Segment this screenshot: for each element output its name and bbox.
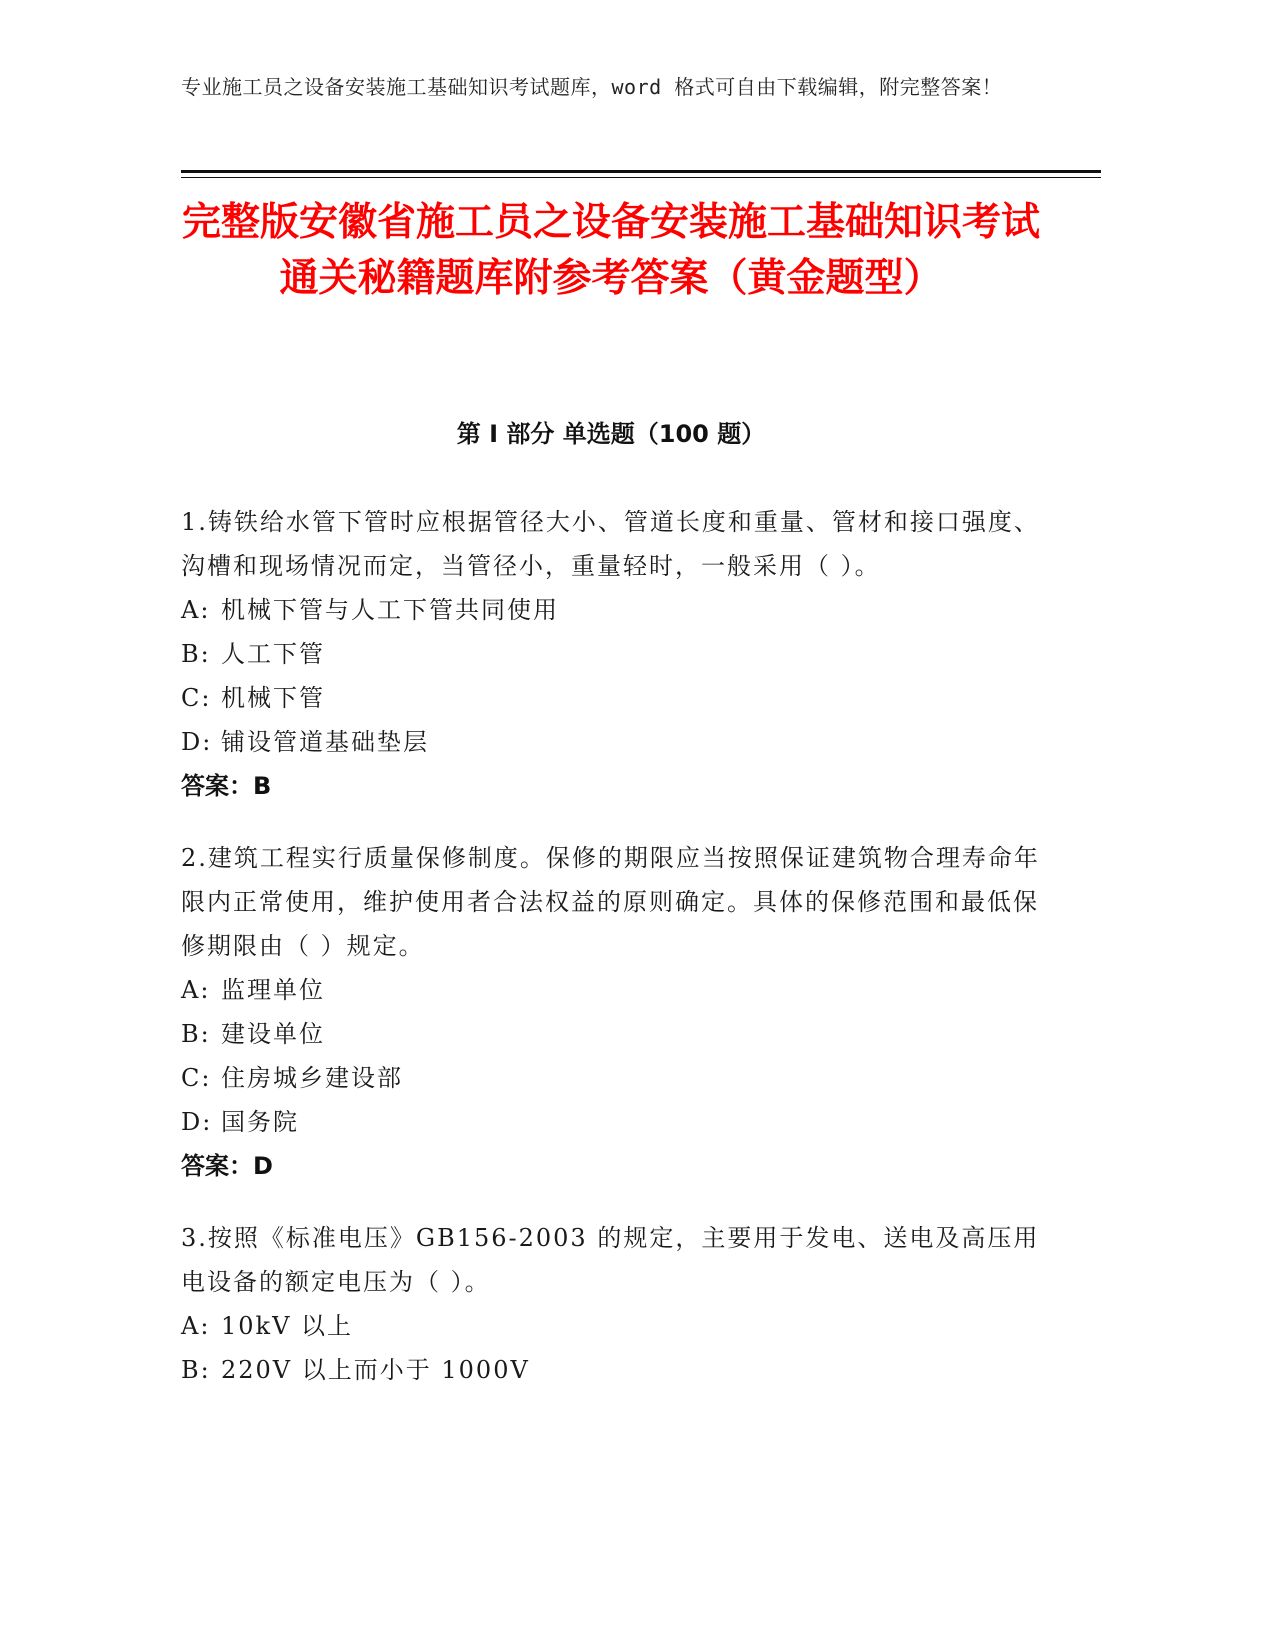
question-stem: 2.建筑工程实行质量保修制度。保修的期限应当按照保证建筑物合理寿命年限内正常使用，维护使用者合法权益的原则确定。具体的保修范围和最低保修期限由（ ）规定。 (181, 844, 1040, 960)
option-text: 人工下管 (221, 640, 325, 668)
option-key: A: (181, 596, 211, 624)
header-divider-thick (181, 170, 1101, 173)
option-key: A: (181, 976, 211, 1004)
question-item (181, 836, 1041, 1188)
option-text: 建设单位 (221, 1020, 325, 1048)
question-stem: 3.按照《标准电压》GB156-2003 的规定，主要用于发电、送电及高压用电设备的额定电压为（ ）。 (181, 1224, 1040, 1296)
option-text: 铺设管道基础垫层 (221, 728, 429, 756)
option-b (181, 1012, 1041, 1056)
option-text: 国务院 (221, 1108, 299, 1136)
option-a (181, 588, 1041, 632)
option-a (181, 968, 1041, 1012)
option-key: C: (181, 1064, 212, 1092)
option-key: D: (181, 1108, 213, 1136)
option-key: B: (181, 640, 211, 668)
question-stem: 1.铸铁给水管下管时应根据管径大小、管道长度和重量、管材和接口强度、沟槽和现场情况而定，当管径小，重量轻时，一般采用（ ）。 (181, 508, 1040, 580)
option-key: C: (181, 684, 212, 712)
option-d (181, 720, 1041, 764)
option-text: 住房城乡建设部 (221, 1064, 403, 1092)
option-key: A: (181, 1312, 211, 1340)
option-a (181, 1304, 1041, 1348)
option-c (181, 1056, 1041, 1100)
answer-line: 答案：D (181, 1152, 273, 1180)
option-b (181, 1348, 1041, 1392)
question-item (181, 500, 1041, 808)
section-title: 第 I 部分 单选题（100 题） (456, 420, 766, 448)
option-b (181, 632, 1041, 676)
header-divider-thin (181, 177, 1101, 178)
question-list (181, 500, 1041, 1420)
option-text: 10kV 以上 (221, 1312, 354, 1340)
answer-line: 答案：B (181, 772, 272, 800)
document-title: 完整版安徽省施工员之设备安装施工基础知识考试通关秘籍题库附参考答案（黄金题型） (181, 200, 1040, 301)
option-key: D: (181, 728, 213, 756)
option-d (181, 1100, 1041, 1144)
option-text: 机械下管与人工下管共同使用 (221, 596, 559, 624)
header-note: 专业施工员之设备安装施工基础知识考试题库，word 格式可自由下载编辑，附完整答案！ (181, 75, 1003, 99)
option-text: 机械下管 (221, 684, 325, 712)
option-text: 220V 以上而小于 1000V (221, 1356, 530, 1384)
option-key: B: (181, 1020, 211, 1048)
option-key: B: (181, 1356, 211, 1384)
option-c (181, 676, 1041, 720)
option-text: 监理单位 (221, 976, 325, 1004)
question-item (181, 1216, 1041, 1392)
